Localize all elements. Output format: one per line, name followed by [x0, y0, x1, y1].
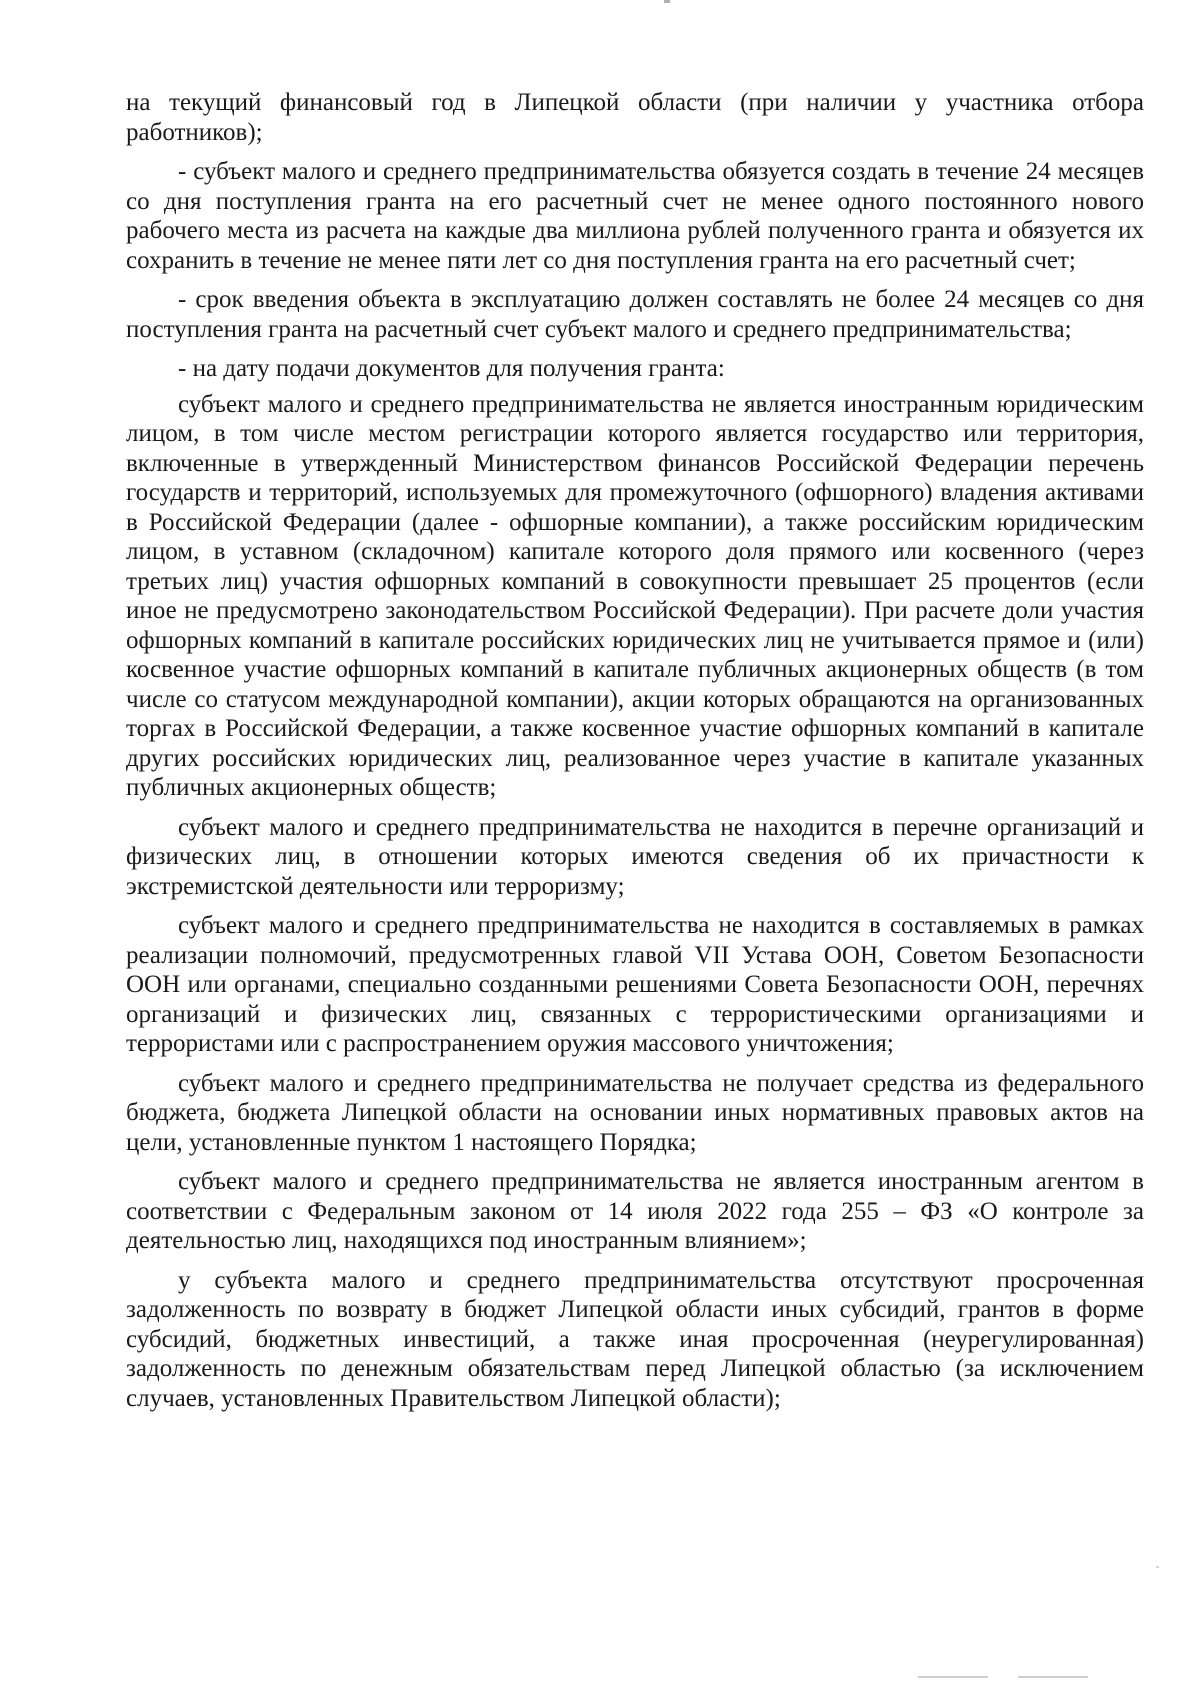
scan-artifact: [1156, 1566, 1159, 1568]
document-body: [126, 88, 1144, 1423]
paragraph-commissioning-term: - срок введения объекта в эксплуатацию должен составлять не более 24 месяцев со дня поступления гранта на расчетный счет субъект малого и среднего предпринимательства;: [126, 286, 1144, 343]
scan-artifact: [664, 0, 670, 3]
paragraph-extremism: субъект малого и среднего предпринимательства не находится в перечне организаций и физических лиц, в отношении которых имеются сведения об их причастности к экстремистской деятельности или терроризму;: [126, 813, 1144, 900]
paragraph-submission-date: - на дату подачи документов для получения гранта:: [178, 355, 725, 382]
scan-artifact: [918, 1676, 988, 1678]
paragraph-offshore: субъект малого и среднего предпринимательства не является иностранным юридическим лицом, в том числе местом регистрации которого является государство или территория, включенные в утвержденный Министерством финансов Российской Федерации перечень государств и территорий, используемых для промежуточного (офшорного) владения активами в Российской Федерации (далее - офшорные компании), а также российским юридическим лицом, в уставном (складочном) капитале которого доля прямого или косвенного (через третьих лиц) участия офшорных компаний в совокупности превышает 25 процентов (если иное не предусмотрено законодательством Российской Федерации). При расчете доли участия офшорных компаний в капитале российских юридических лиц не учитывается прямое и (или) косвенное участие офшорных компаний в капитале публичных акционерных обществ (в том числе со статусом международной компании), акции которых обращаются на организованных торгах в Российской Федерации, а также косвенное участие офшорных компаний в капитале других российских юридических лиц, реализованное через участие в капитале указанных публичных акционерных обществ;: [126, 390, 1144, 801]
paragraph-federal-budget: субъект малого и среднего предпринимательства не получает средства из федерального бюджета, бюджета Липецкой области на основании иных нормативных правовых актов на цели, установленные пунктом 1 настоящего Порядка;: [126, 1069, 1144, 1156]
scan-artifact: [1018, 1676, 1088, 1678]
paragraph-job-creation: - субъект малого и среднего предпринимательства обязуется создать в течение 24 месяцев со дня поступления гранта на его расчетный счет не менее одного постоянного нового рабочего места из расчета на каждые два миллиона рублей полученного гранта и обязуется их сохранить в течение не менее пяти лет со дня поступления гранта на его расчетный счет;: [126, 158, 1144, 274]
paragraph-foreign-agent: субъект малого и среднего предпринимательства не является иностранным агентом в соответствии с Федеральным законом от 14 июля 2022 года 255 – ФЗ «О контроле за деятельностью лиц, находящихся под иностранным влиянием»;: [126, 1168, 1144, 1254]
paragraph-overdue-debt: у субъекта малого и среднего предпринимательства отсутствуют просроченная задолженность по возврату в бюджет Липецкой области иных субсидий, грантов в форме субсидий, бюджетных инвестиций, а также иная просроченная (неурегулированная) задолженность по денежным обязательствам перед Липецкой областью (за исключением случаев, установленных Правительством Липецкой области);: [126, 1266, 1144, 1412]
paragraph-un-sanctions: субъект малого и среднего предпринимательства не находится в составляемых в рамках реализации полномочий, предусмотренных главой VII Устава ООН, Советом Безопасности ООН или органами, специально созданными решениями Совета Безопасности ООН, перечнях организаций и физических лиц, связанных с террористическими организациями и террористами или с распространением оружия массового уничтожения;: [126, 912, 1144, 1057]
paragraph-continuation: на текущий финансовый год в Липецкой области (при наличии у участника отбора работников);: [126, 89, 1144, 146]
